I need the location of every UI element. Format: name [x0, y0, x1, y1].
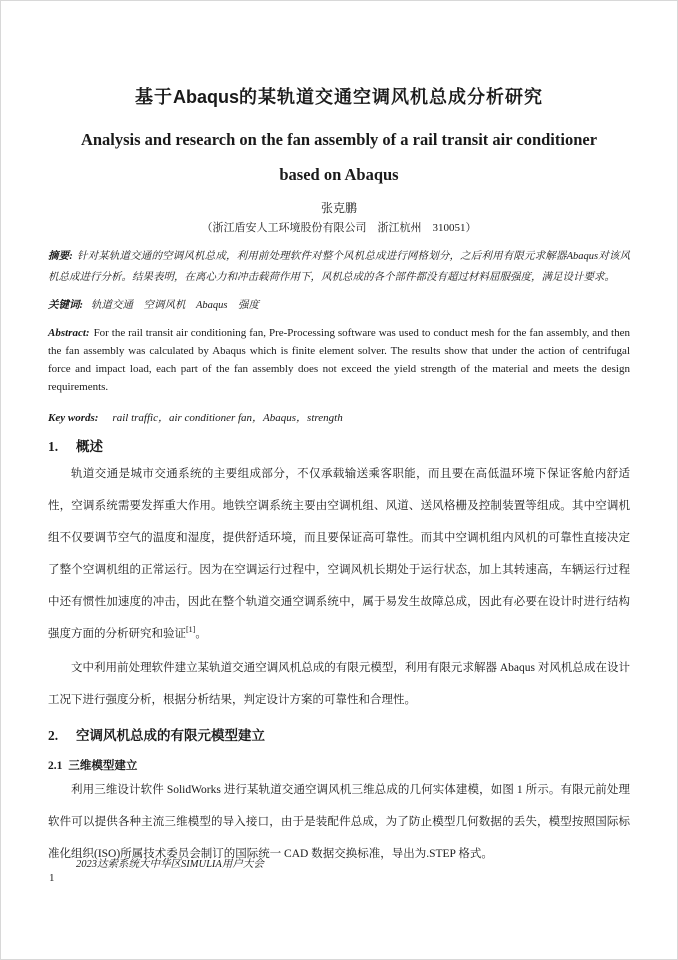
title-zh-brand: Abaqus	[172, 87, 239, 107]
section-1-paragraph-2: 文中利用前处理软件建立某轨道交通空调风机总成的有限元模型，利用有限元求解器 Abaqus 对风机总成在设计工况下进行强度分析，根据分析结果，判定设计方案的可靠性和合理性。	[48, 662, 630, 706]
abstract-en-label: Abstract:	[48, 327, 90, 339]
title-en-line1: Analysis and research on the fan assembly of a rail transit air conditioner	[80, 130, 598, 149]
author-name: 张克鹏	[320, 201, 357, 215]
keywords-zh	[48, 297, 630, 312]
footer-conference-title: 2023达索系统大中华区SIMULIA用户大会	[76, 859, 264, 870]
paper-title-zh	[48, 1, 630, 109]
page-number: 1	[49, 872, 55, 884]
section-2-1-heading	[48, 757, 630, 773]
section-2-number: 2.	[48, 728, 59, 743]
section-1-paragraph-1	[48, 458, 630, 650]
section-1-paragraph-1-text: 轨道交通是城市交通系统的主要组成部分，不仅承载输送乘客职能，而且要在高低温环境下保证客舱内舒适性，空调系统需要发挥重大作用。地铁空调系统主要由空调机组、风道、送风格栅及控制装置等组成。其中空调机组不仅要调节空气的温度和湿度，提供舒适环境，而且要保证高可靠性。而其中空调机组内风机的可靠性直接决定了整个空调机组的正常运行。因为在空调运行过程中，空调风机长期处于运行状态，加上其转速高，车辆运行过程中还有惯性加速度的冲击，因此在整个轨道交通空调系统中，属于易发生故障总成，因此有必要在设计时进行结构强度方面的分析研究和验证	[48, 468, 630, 640]
section-2-1-title: 三维模型建立	[68, 760, 138, 772]
section-1-paragraph-1-tail: 。	[195, 628, 207, 640]
section-1-number: 1.	[48, 439, 59, 454]
abstract-zh-label: 摘要:	[48, 251, 73, 262]
keywords-en-text: rail traffic，air conditioner fan，Abaqus，strength	[112, 412, 343, 424]
abstract-en-text: For the rail transit air conditioning fan, Pre-Processing software was used to conduct mesh for the fan assembly, and then the fan assembly was calculated by Abaqus which is finite element solver. The results show that under the action of centrifugal force and impact load, each part of the fan assembly does not exceed the yield strength of the material and meets the design requirements.	[48, 327, 630, 393]
keywords-zh-label: 关键词:	[48, 300, 83, 311]
section-1-title: 概述	[76, 439, 103, 454]
keywords-en-label: Key words:	[48, 412, 99, 424]
title-zh-suffix: 的某轨道交通空调风机总成分析研究	[239, 87, 543, 107]
paper-content	[48, 1, 630, 870]
abstract-zh	[48, 246, 630, 288]
keywords-en	[48, 409, 630, 425]
citation-marker-1: [1]	[186, 625, 196, 635]
keywords-zh-text: 轨道交通 空调风机 Abaqus 强度	[91, 300, 259, 311]
section-2-heading	[48, 724, 630, 744]
paper-title-en	[48, 122, 630, 192]
title-zh-prefix: 基于	[134, 87, 173, 107]
section-2-1-paragraph: 利用三维设计软件 SolidWorks 进行某轨道交通空调风机三维总成的几何实体建模，如图 1 所示。有限元前处理软件可以提供各种主流三维模型的导入接口，由于是装配件总成，为了防止模型几何数据的丢失，模型按照国际标准化组织(ISO)所属技术委员会制订的国际统一 CAD 数据交换标准，导出为.STEP 格式。	[48, 784, 630, 860]
author-affiliation: （浙江盾安人工环境股份有限公司 浙江杭州 310051）	[201, 222, 477, 234]
abstract-zh-text: 针对某轨道交通的空调风机总成，利用前处理软件对整个风机总成进行网格划分，之后利用有限元求解器Abaqus对该风机总成进行分析。结果表明，在离心力和冲击载荷作用下，风机总成的各个部件都没有超过材料屈服强度，满足设计要求。	[48, 251, 631, 283]
section-2-title: 空调风机总成的有限元模型建立	[76, 728, 265, 743]
section-2-1-number: 2.1	[48, 760, 63, 772]
section-1-heading	[48, 435, 630, 455]
title-en-line2: based on Abaqus	[279, 165, 399, 184]
abstract-en	[48, 324, 630, 396]
